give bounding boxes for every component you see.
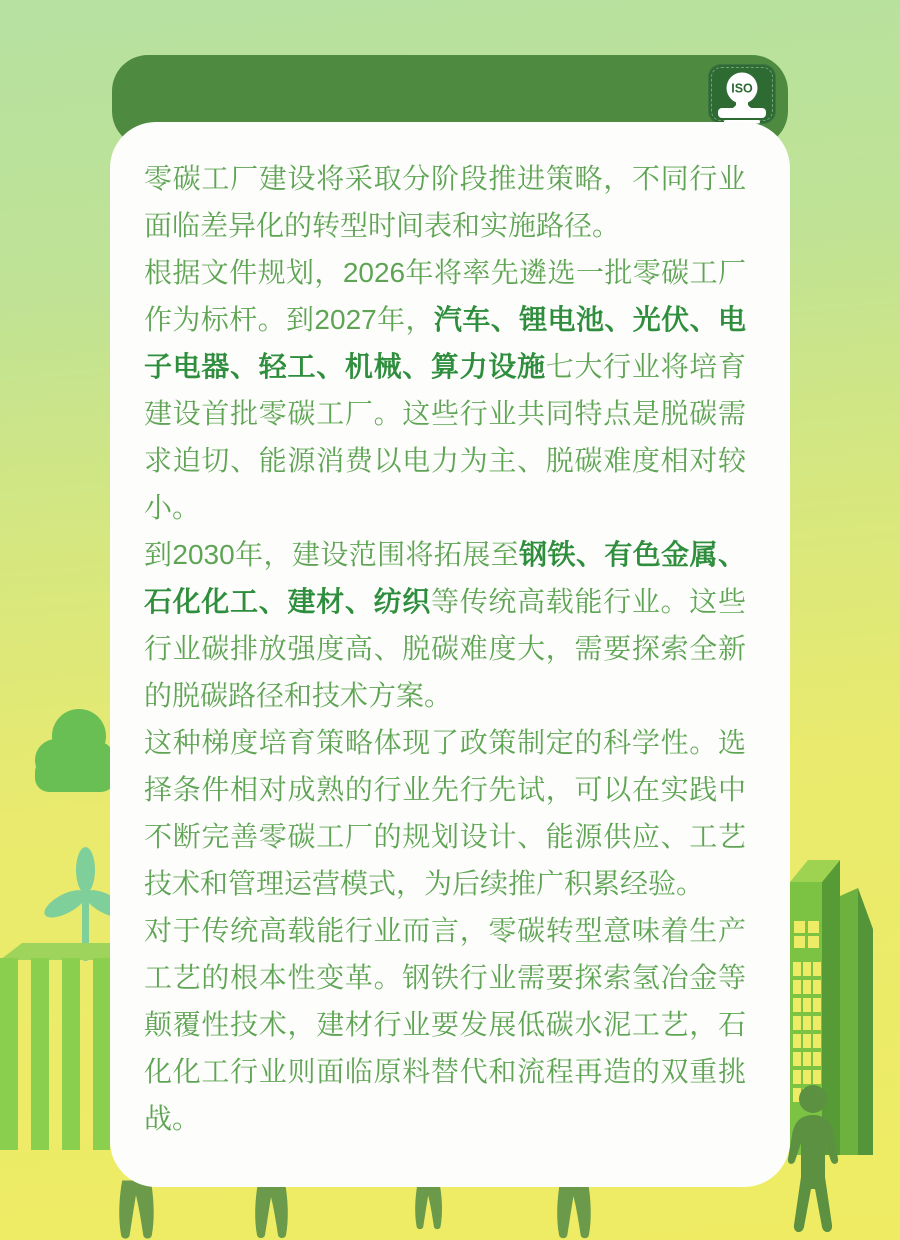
legs-icon <box>254 1182 290 1240</box>
legs-icon <box>118 1180 156 1240</box>
iso-stamp-badge <box>708 64 776 124</box>
person-icon <box>782 1085 844 1240</box>
fence-stripes <box>0 958 110 1150</box>
paragraph: 到2030年，建设范围将拓展至钢铁、有色金属、石化化工、建材、纺织等传统高载能行业。这些行业碳排放强度高、脱碳难度大，需要探索全新的脱碳路径和技术方案。 <box>144 539 746 711</box>
article-text <box>144 155 746 1142</box>
stamp-icon <box>708 64 776 124</box>
paragraph: 这种梯度培育策略体现了政策制定的科学性。选择条件相对成熟的行业先行先试，可以在实践中不断完善零碳工厂的规划设计、能源供应、工艺技术和管理运营模式，为后续推广积累经验。 <box>144 727 746 899</box>
article-card <box>110 122 790 1187</box>
paragraph: 根据文件规划，2026年将率先遴选一批零碳工厂作为标杆。到2027年，汽车、锂电池、光伏、电子电器、轻工、机械、算力设施七大行业将培育建设首批零碳工厂。这些行业共同特点是脱碳需求迫切、能源消费以电力为主、脱碳难度相对较小。 <box>144 257 746 523</box>
paragraph: 零碳工厂建设将采取分阶段推进策略，不同行业面临差异化的转型时间表和实施路径。 <box>144 163 746 241</box>
cloud-icon <box>32 700 114 794</box>
paragraph: 对于传统高载能行业而言，零碳转型意味着生产工艺的根本性变革。钢铁行业需要探索氢冶金等颠覆性技术，建材行业要发展低碳水泥工艺，石化化工行业则面临原料替代和流程再造的双重挑战。 <box>144 915 746 1134</box>
badge-label: ISO <box>731 81 753 96</box>
legs-icon <box>412 1184 446 1230</box>
legs-icon <box>556 1181 593 1240</box>
